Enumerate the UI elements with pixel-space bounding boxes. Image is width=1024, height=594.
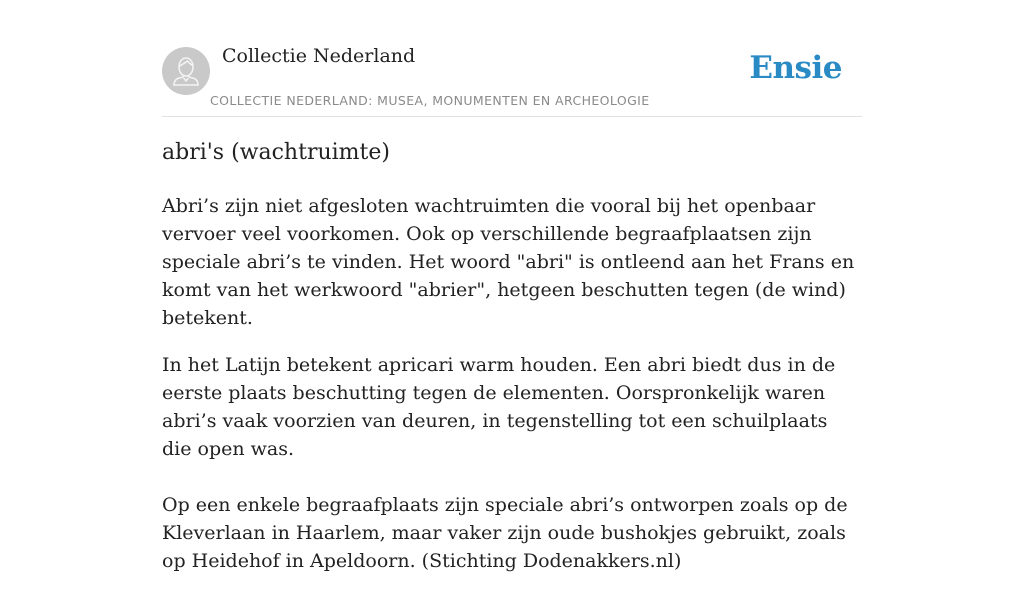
article-header: [162, 0, 862, 117]
article-paragraph: In het Latijn betekent apricari warm houden. Een abri biedt dus in de eerste plaats beschutting tegen de elementen. Oorspronkelijk waren abri’s vaak voorzien van deuren, in tegenstelling tot een schuilplaats die open was.: [162, 354, 836, 460]
ensie-logo[interactable]: Ensie: [749, 50, 842, 86]
article-paragraph: Abri’s zijn niet afgesloten wachtruimten die vooral bij het openbaar vervoer veel voorkomen. Ook op verschillende begraafplaatsen zijn speciale abri’s te vinden. Het woord "abri" is ontleend aan het Frans en komt van het werkwoord "abrier", hetgeen beschutten tegen (de wind) betekent.: [162, 195, 855, 329]
article-body: [162, 192, 862, 594]
author-name[interactable]: Collectie Nederland: [222, 45, 416, 67]
article-title: abri's (wachtruimte): [162, 140, 390, 165]
user-silhouette-icon: [162, 47, 210, 95]
article-paragraph: Op een enkele begraafplaats zijn speciale abri’s ontworpen zoals op de Kleverlaan in Haarlem, maar vaker zijn oude bushokjes gebruikt, zoals op Heidehof in Apeldoorn. (Stichting Dodenakkers.nl): [162, 494, 848, 572]
author-avatar[interactable]: [162, 47, 210, 95]
collection-link[interactable]: COLLECTIE NEDERLAND: MUSEA, MONUMENTEN EN ARCHEOLOGIE: [210, 93, 650, 108]
paragraph-spacer: [162, 463, 862, 491]
